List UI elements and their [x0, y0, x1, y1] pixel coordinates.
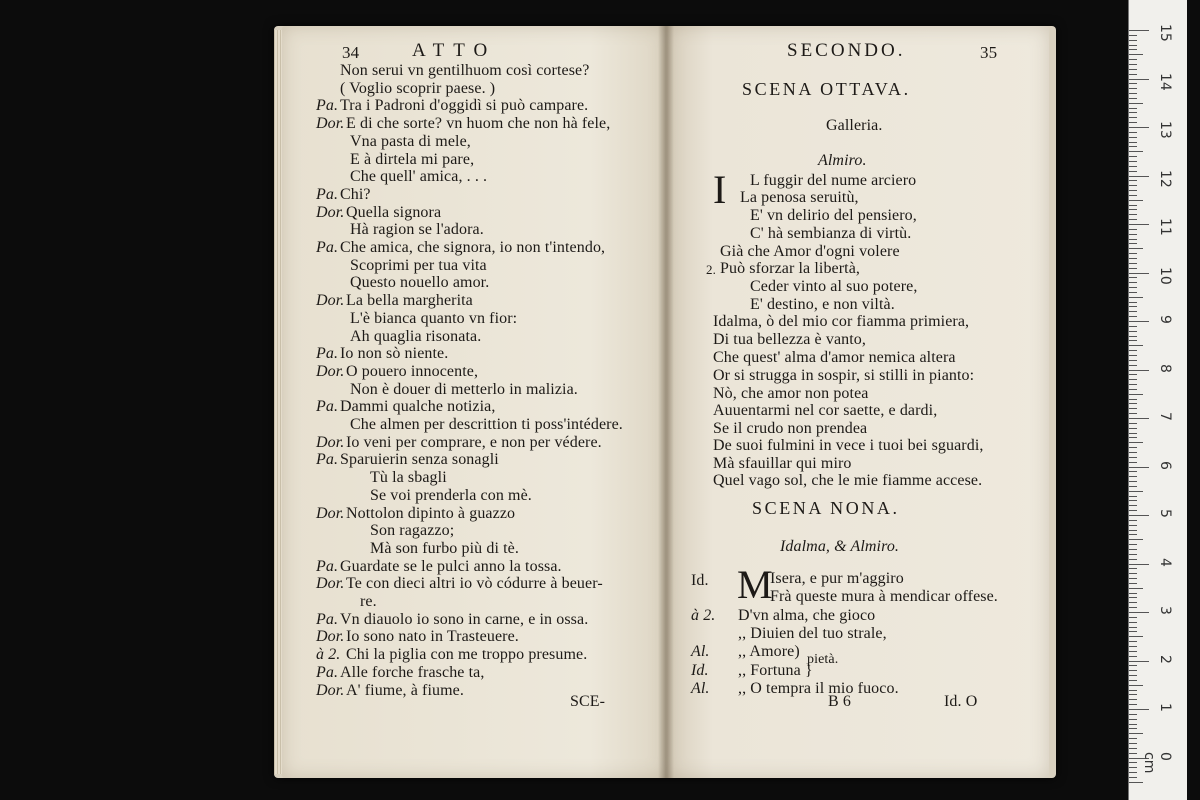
speaker-label: Al.: [691, 679, 710, 697]
ruler-tick: [1129, 462, 1137, 463]
ruler-tick: [1129, 239, 1137, 240]
ruler-tick: [1129, 117, 1137, 118]
ruler-tick: [1129, 384, 1137, 385]
ruler-label: 15: [1157, 24, 1173, 42]
ruler-tick: [1129, 433, 1137, 434]
ruler-tick: [1129, 520, 1137, 521]
text-line: Alle forche frasche ta,: [340, 663, 485, 681]
text-line: Hà ragion se l'adora.: [350, 221, 484, 239]
ruler-tick: [1129, 108, 1137, 109]
ruler-tick: [1129, 767, 1137, 768]
brace-word: pietà.: [807, 652, 839, 667]
ruler-tick: [1129, 273, 1149, 274]
ruler-tick: [1129, 389, 1137, 390]
ruler-tick: [1129, 704, 1137, 705]
verse-line: Idalma, ò del mio cor fiamma primiera,: [713, 313, 970, 330]
ruler-tick: [1129, 321, 1149, 322]
ruler-tick: [1129, 452, 1137, 453]
ruler-tick: [1129, 636, 1143, 637]
ruler-tick: [1129, 428, 1137, 429]
ruler-tick: [1129, 297, 1143, 298]
text-line: Quella signora: [346, 203, 442, 221]
ruler-tick: [1129, 486, 1137, 487]
verse-line: Di tua bellezza è vanto,: [713, 331, 866, 348]
ruler-label: 9: [1157, 315, 1173, 324]
ruler-tick: [1129, 525, 1137, 526]
verse-line: Può sforzar la libertà,: [720, 260, 861, 277]
ruler-tick: [1129, 651, 1137, 652]
ruler-tick: [1129, 336, 1137, 337]
drop-cap-i: I: [713, 167, 727, 212]
ruler-tick: [1129, 699, 1137, 700]
ruler-tick: [1129, 675, 1137, 676]
ruler-label: 2: [1157, 654, 1173, 664]
ruler-tick: [1129, 612, 1149, 613]
ruler-label: 3: [1157, 606, 1173, 615]
ruler-tick: [1129, 243, 1137, 244]
right-running-head: SECONDO.: [787, 40, 906, 61]
ruler-label: 0 cm: [1141, 751, 1173, 773]
speaker-label: Id.: [691, 661, 709, 679]
text-line: L'è bianca quanto vn fior:: [350, 309, 518, 327]
ruler-tick: [1129, 597, 1137, 598]
ruler-tick: [1129, 282, 1137, 283]
ruler-tick: [1129, 437, 1137, 438]
ruler-tick: [1129, 88, 1137, 89]
ruler-tick: [1129, 98, 1137, 99]
verse-line: Or si strugga in sospir, si stilli in pianto:: [713, 367, 975, 384]
speaker-label: Dor.: [316, 681, 345, 699]
ruler-tick: [1129, 146, 1137, 147]
ruler-tick: [1129, 171, 1137, 172]
ruler-tick: [1129, 137, 1137, 138]
left-catchword: SCE-: [570, 693, 606, 710]
ruler-tick: [1129, 559, 1137, 560]
verse-line: E' destino, e non viltà.: [750, 296, 895, 313]
text-line: Ah quaglia risonata.: [350, 327, 482, 345]
ruler-tick: [1129, 185, 1137, 186]
ruler-tick: [1129, 79, 1149, 80]
ruler-tick: [1129, 772, 1137, 773]
verse-line: Già che Amor d'ogni volere: [720, 243, 900, 260]
ruler-tick: [1129, 646, 1137, 647]
ruler-tick: [1129, 709, 1149, 710]
ruler-tick: [1129, 302, 1137, 303]
verse-line: E' vn delirio del pensiero,: [750, 207, 917, 224]
text-line: Chi la piglia con me troppo presume.: [346, 646, 588, 664]
ruler-tick: [1129, 248, 1143, 249]
speaker-label: Dor.: [316, 504, 345, 522]
ruler-tick: [1129, 234, 1137, 235]
ruler-tick: [1129, 641, 1137, 642]
ruler-tick: [1129, 554, 1137, 555]
text-line: Io sono nato in Trasteuere.: [346, 628, 519, 646]
ruler-tick: [1129, 442, 1143, 443]
ruler-tick: [1129, 49, 1137, 50]
ruler-tick: [1129, 345, 1143, 346]
ruler-label: 13: [1157, 121, 1173, 139]
text-line: ( Voglio scoprir paese. ): [340, 79, 496, 97]
ruler-tick: [1129, 694, 1137, 695]
text-line: Vna pasta di mele,: [350, 132, 471, 150]
text-line: Tra i Padroni d'oggidì si può campare.: [340, 97, 589, 115]
ruler-tick: [1129, 680, 1137, 681]
ruler-tick: [1129, 340, 1137, 341]
ruler-tick: [1129, 457, 1137, 458]
ruler-tick: [1129, 127, 1149, 128]
ruler-tick: [1129, 350, 1137, 351]
ruler-tick: [1129, 64, 1137, 65]
text-line: Nottolon dipinto à guazzo: [346, 504, 516, 522]
ruler-tick: [1129, 607, 1137, 608]
speaker-label: Pa.: [316, 557, 339, 575]
verse-line: Nò, che amor non potea: [713, 385, 869, 402]
ruler-tick: [1129, 360, 1137, 361]
ruler-tick: [1129, 195, 1137, 196]
verse-line: De suoi fulmini in vece i tuoi bei sguardi,: [713, 437, 984, 454]
speaker-label: Pa.: [316, 239, 339, 256]
verse-marker: 2.: [706, 262, 716, 277]
text-line: Tù la sbagli: [370, 469, 447, 487]
ruler-tick: [1129, 733, 1143, 734]
speaker-label: Pa.: [316, 185, 339, 203]
ruler-label: 10: [1157, 266, 1173, 285]
ruler-tick: [1129, 447, 1137, 448]
ruler-tick: [1129, 379, 1137, 380]
ruler-tick: [1129, 627, 1137, 628]
ruler-tick: [1129, 476, 1137, 477]
ruler-tick: [1129, 326, 1137, 327]
verse-line: Isera, e pur m'aggiro: [770, 570, 904, 587]
ruler-tick: [1129, 539, 1143, 540]
ruler-tick: [1129, 423, 1137, 424]
ruler-tick: [1129, 748, 1137, 749]
dialogue-line: D'vn alma, che gioco: [738, 607, 876, 624]
ruler-tick: [1129, 549, 1137, 550]
ruler-tick: [1129, 690, 1137, 691]
scene-8-title: SCENA OTTAVA.: [742, 79, 911, 99]
ruler-tick: [1129, 617, 1137, 618]
verse-line: Auuentarmi nel cor saette, e dardi,: [713, 402, 938, 419]
ruler-label: 12: [1157, 169, 1173, 188]
text-line: Dammi qualche notizia,: [340, 398, 496, 416]
ruler-tick: [1129, 777, 1137, 778]
ruler-tick: [1129, 510, 1137, 511]
ruler-tick: [1129, 670, 1137, 671]
text-line: Se voi prenderla con mè.: [370, 486, 532, 504]
verse-line: La penosa seruitù,: [740, 189, 859, 206]
ruler-tick: [1129, 685, 1143, 686]
ruler-tick: [1129, 719, 1137, 720]
ruler-tick: [1129, 573, 1137, 574]
ruler-tick: [1129, 403, 1137, 404]
verse-line: Frà queste mura à mendicar offese.: [770, 588, 998, 605]
dialogue-line: ,, Fortuna }: [738, 661, 813, 679]
ruler-tick: [1129, 602, 1137, 603]
ruler-tick: [1129, 214, 1137, 215]
ruler-tick: [1129, 622, 1137, 623]
speaker-label: Pa.: [316, 663, 339, 681]
text-line: La bella margherita: [346, 292, 473, 310]
text-line: re.: [360, 593, 377, 610]
ruler-tick: [1129, 268, 1137, 269]
text-line: Scoprimi per tua vita: [350, 256, 487, 274]
dialogue-line: ,, O tempra il mio fuoco.: [738, 679, 899, 697]
dialogue-line: ,, Diuien del tuo strale,: [738, 625, 887, 643]
ruler-tick: [1129, 661, 1149, 662]
text-line: Te con dieci altri io vò códurre à beuer-: [346, 575, 603, 593]
ruler-tick: [1129, 505, 1137, 506]
ruler-tick: [1129, 471, 1137, 472]
ruler-tick: [1129, 45, 1137, 46]
verse-line: Che quest' alma d'amor nemica altera: [713, 349, 956, 366]
text-line: Guardate se le pulci anno la tossa.: [340, 557, 562, 575]
left-page-number: 34: [342, 43, 360, 62]
ruler-tick: [1129, 481, 1137, 482]
ruler-tick: [1129, 374, 1137, 375]
speaker-label: Dor.: [316, 203, 345, 221]
ruler-tick: [1129, 69, 1137, 70]
ruler-tick: [1129, 132, 1137, 133]
ruler-tick: [1129, 59, 1137, 60]
ruler-tick: [1129, 564, 1149, 565]
text-line: A' fiume, à fiume.: [346, 681, 464, 699]
verse-line: Quel vago sol, che le mie fiamme accese.: [713, 472, 983, 489]
verse-line: Mà sfauillar qui miro: [713, 455, 852, 472]
ruler-tick: [1129, 190, 1137, 191]
verse-line: Se il crudo non prendea: [713, 420, 868, 437]
ruler-tick: [1129, 209, 1137, 210]
ruler-tick: [1129, 74, 1137, 75]
scene-8-speaker: Almiro.: [818, 152, 867, 169]
text-line: O pouero innocente,: [346, 362, 479, 380]
ruler-tick: [1129, 631, 1137, 632]
text-line: Chi?: [340, 185, 371, 203]
ruler-tick: [1129, 656, 1137, 657]
ruler-tick: [1129, 738, 1137, 739]
ruler-tick: [1129, 311, 1137, 312]
ruler-tick: [1129, 544, 1137, 545]
ruler-tick: [1129, 593, 1137, 594]
text-line: Non serui vn gentilhuom così cortese?: [340, 62, 590, 79]
signature-mark: B 6: [828, 693, 851, 710]
speaker-label: Dor.: [316, 628, 345, 646]
text-line: Vn diauolo io sono in carne, e in ossa.: [340, 610, 589, 628]
speaker-label: Al.: [691, 643, 710, 661]
ruler-tick: [1129, 200, 1143, 201]
ruler-tick: [1129, 394, 1143, 395]
ruler-tick: [1129, 54, 1143, 55]
ruler-label: 1: [1157, 703, 1173, 712]
ruler-tick: [1129, 258, 1137, 259]
text-line: Che almen per descrittion ti poss'intédere.: [350, 416, 623, 433]
ruler-tick: [1129, 176, 1149, 177]
ruler-tick: [1129, 714, 1137, 715]
ruler-tick: [1129, 753, 1137, 754]
text-line: Io veni per comprare, e non per védere.: [346, 433, 602, 451]
ruler-tick: [1129, 292, 1137, 293]
ruler-tick: [1129, 253, 1137, 254]
verse-line: C' hà sembianza di virtù.: [750, 225, 912, 242]
left-running-head: ATTO: [412, 40, 497, 61]
ruler-tick: [1129, 583, 1137, 584]
speaker-label: à 2.: [316, 646, 341, 664]
ruler-tick: [1129, 316, 1137, 317]
ruler-tick: [1129, 30, 1149, 31]
ruler-tick: [1129, 166, 1137, 167]
ruler-tick: [1129, 35, 1137, 36]
ruler-tick: [1129, 743, 1137, 744]
ruler-tick: [1129, 151, 1143, 152]
book-gutter: [658, 26, 674, 778]
ruler-tick: [1129, 515, 1149, 516]
ruler-tick: [1129, 93, 1137, 94]
ruler-tick: [1129, 530, 1137, 531]
ruler-tick: [1129, 408, 1137, 409]
text-line: Che amica, che signora, io non t'intendo,: [340, 239, 606, 256]
text-line: Questo nouello amor.: [350, 274, 490, 292]
ruler-tick: [1129, 665, 1137, 666]
speaker-label: Dor.: [316, 575, 345, 593]
ruler-tick: [1129, 156, 1137, 157]
text-line: Mà son furbo più di tè.: [370, 539, 519, 557]
ruler-tick: [1129, 762, 1137, 763]
text-line: Son ragazzo;: [370, 522, 455, 540]
ruler-tick: [1129, 500, 1137, 501]
ruler-label: 8: [1157, 363, 1173, 373]
scene-9-title: SCENA NONA.: [752, 498, 900, 518]
scene-8-place: Galleria.: [826, 117, 883, 134]
right-page-number: 35: [980, 43, 998, 62]
ruler-tick: [1129, 224, 1149, 225]
ruler-tick: [1129, 534, 1137, 535]
speaker-label: Dor.: [316, 115, 345, 133]
speaker-label: Pa.: [316, 345, 339, 363]
ruler-label: 14: [1157, 72, 1173, 91]
ruler-tick: [1129, 491, 1143, 492]
ruler-tick: [1129, 263, 1137, 264]
text-line: E di che sorte? vn huom che non hà fele,: [346, 115, 611, 133]
drop-cap-m: M: [737, 562, 773, 607]
ruler-tick: [1129, 122, 1137, 123]
speaker-label: Dor.: [316, 362, 345, 380]
speaker-label: Pa.: [316, 610, 339, 628]
ruler-tick: [1129, 724, 1137, 725]
ruler-label: 11: [1157, 218, 1173, 236]
ruler-tick: [1129, 205, 1137, 206]
verse-line: L fuggir del nume arciero: [750, 172, 917, 189]
speaker-label: Pa.: [316, 398, 339, 416]
ruler-tick: [1129, 728, 1137, 729]
ruler-label: 7: [1157, 412, 1173, 421]
ruler-tick: [1129, 229, 1137, 230]
verse-line: Ceder vinto al suo potere,: [750, 278, 918, 295]
ruler-tick: [1129, 418, 1149, 419]
ruler-tick: [1129, 83, 1137, 84]
speaker-label: Pa.: [316, 97, 339, 115]
ruler-tick: [1129, 782, 1143, 783]
speaker-label-id: Id.: [691, 572, 709, 589]
speaker-label: Dor.: [316, 433, 345, 451]
ruler-tick: [1129, 161, 1137, 162]
ruler-tick: [1129, 180, 1137, 181]
ruler-tick: [1129, 103, 1143, 104]
ruler-tick: [1129, 588, 1143, 589]
ruler-tick: [1129, 306, 1137, 307]
ruler-tick: [1129, 112, 1137, 113]
ruler-tick: [1129, 331, 1137, 332]
dialogue-line: ,, Amore): [738, 643, 800, 661]
ruler-tick: [1129, 287, 1137, 288]
ruler-label: 4: [1157, 557, 1173, 567]
ruler-tick: [1129, 467, 1149, 468]
ruler-tick: [1129, 568, 1137, 569]
ruler-tick: [1129, 578, 1137, 579]
right-catchword: Id. O: [944, 693, 978, 710]
speaker-label: Pa.: [316, 451, 339, 469]
ruler-label: 5: [1157, 509, 1173, 518]
text-line: Che quell' amica, . . .: [350, 168, 488, 186]
ruler-tick: [1129, 370, 1149, 371]
speaker-label: Dor.: [316, 292, 345, 310]
measurement-ruler: [1128, 0, 1187, 800]
ruler-tick: [1129, 277, 1137, 278]
ruler-tick: [1129, 399, 1137, 400]
speaker-label: à 2.: [691, 607, 716, 624]
ruler-tick: [1129, 365, 1137, 366]
text-line: Io non sò niente.: [340, 345, 449, 363]
ruler-label: 6: [1157, 460, 1173, 470]
ruler-tick: [1129, 219, 1137, 220]
ruler-tick: [1129, 142, 1137, 143]
ruler-tick: [1129, 413, 1137, 414]
scene-9-speakers: Idalma, & Almiro.: [780, 538, 900, 555]
text-line: Non è douer di metterlo in malizia.: [350, 380, 578, 398]
text-line: E à dirtela mi pare,: [350, 150, 475, 168]
ruler-tick: [1129, 40, 1137, 41]
text-line: Sparuierin senza sonagli: [340, 451, 499, 469]
ruler-tick: [1129, 355, 1137, 356]
ruler-tick: [1129, 496, 1137, 497]
